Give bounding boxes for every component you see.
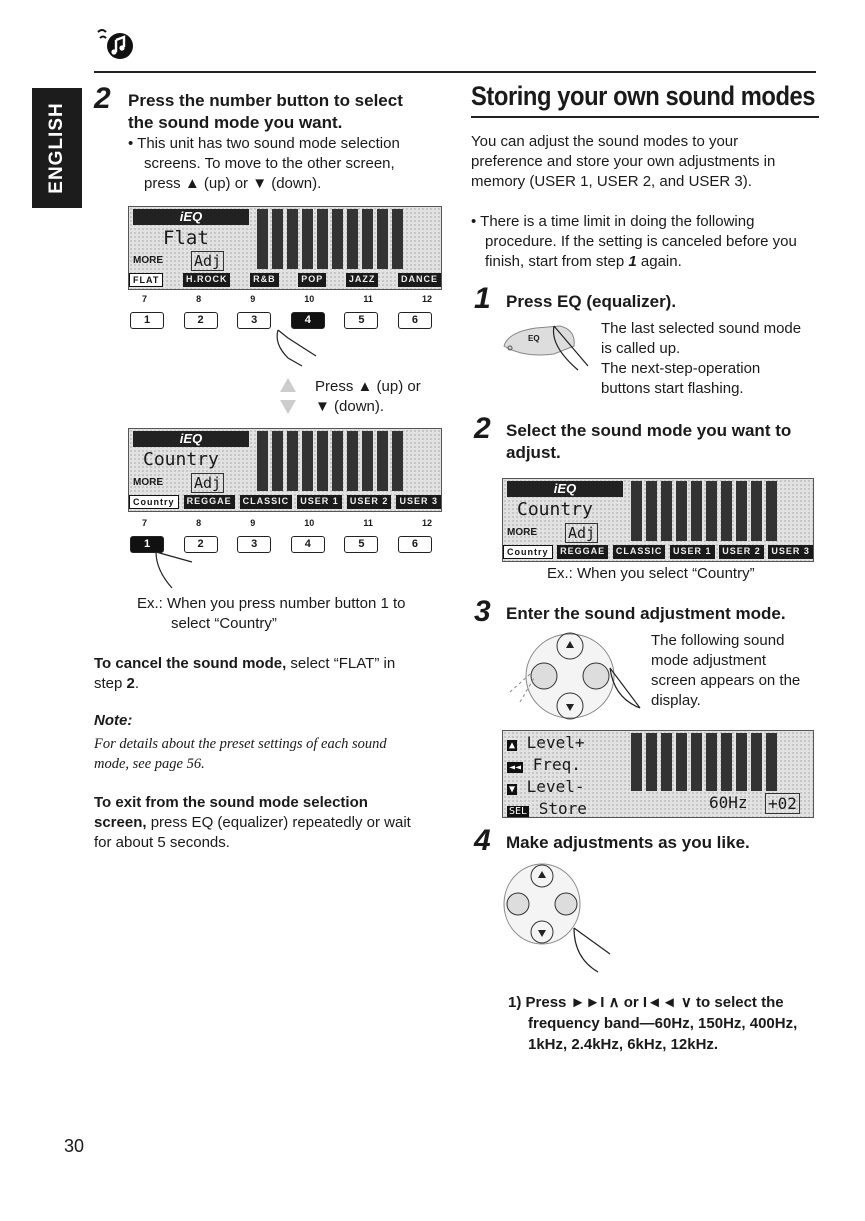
adj-label: Adj <box>565 523 598 543</box>
number-label: 9 <box>250 518 256 528</box>
exit-bold: screen, <box>94 814 147 831</box>
step1-line: buttons start flashing. <box>601 380 744 397</box>
freq-readout: 60Hz <box>709 793 748 812</box>
intro-line: You can adjust the sound modes to your <box>471 133 739 150</box>
mode-label: POP <box>298 273 326 287</box>
press-hint-line: Press ▲ (up) or <box>315 378 421 395</box>
more-label: MORE <box>133 255 163 266</box>
exit-paragraph <box>94 793 411 853</box>
bullet-text: • This unit has two sound mode selection screens. To move to the other screen, press ▲ (up) or ▼ (down). <box>128 135 400 192</box>
mode-label: REGGAE <box>557 545 608 559</box>
page-number: 30 <box>64 1136 85 1156</box>
mode-label: H.ROCK <box>183 273 231 287</box>
step1-line: The last selected sound mode <box>601 320 802 337</box>
mode-label: CLASSIC <box>613 545 666 559</box>
eq-button-label[interactable]: EQ <box>528 334 540 343</box>
level-readout: +02 <box>765 793 800 814</box>
language-tab <box>32 88 82 208</box>
lcd-adjustment-screen <box>502 730 814 818</box>
number-label: 10 <box>304 294 315 304</box>
mode-label: USER 1 <box>297 495 342 509</box>
number-button[interactable]: 6 <box>398 312 432 329</box>
step-title: Make adjustments as you like. <box>506 833 750 852</box>
bullet-line: procedure. If the setting is canceled before you <box>485 233 797 250</box>
bullet-line: finish, start from step <box>485 253 629 270</box>
eq-tag: iEQ <box>133 431 249 447</box>
number-label: 7 <box>142 518 148 528</box>
cancel-paragraph <box>94 654 395 694</box>
bullet-line: screens. To move to the other screen, <box>144 155 395 172</box>
step3-description <box>651 631 800 711</box>
intro-line: memory (USER 1, USER 2, and USER 3). <box>471 173 752 190</box>
menu-store: Store <box>538 799 587 818</box>
note-line: For details about the preset settings of each sound <box>94 736 387 752</box>
header-rule <box>94 71 816 73</box>
number-label: 8 <box>196 518 202 528</box>
number-button[interactable]: 5 <box>344 312 378 329</box>
press-hint <box>315 377 421 417</box>
adj-label: Adj <box>191 473 224 493</box>
number-label: 8 <box>196 294 202 304</box>
cancel-text: select “FLAT” in <box>286 655 396 672</box>
step-number: 2 <box>94 82 111 115</box>
step-title-line: Select the sound mode you want to <box>506 421 792 440</box>
more-label: MORE <box>507 527 537 538</box>
number-button[interactable]: 1 <box>130 312 164 329</box>
press-hint-line: ▼ (down). <box>315 398 385 415</box>
adj-label: Adj <box>191 251 224 271</box>
hand-pointer-icon <box>150 546 200 596</box>
mode-label: USER 3 <box>396 495 441 509</box>
note-heading: Note: <box>94 712 133 729</box>
mode-labels-row <box>503 545 813 559</box>
number-label: 12 <box>421 518 432 528</box>
number-button[interactable]: 4 <box>291 536 325 553</box>
number-button[interactable]: 5 <box>344 536 378 553</box>
step-ref: 1 <box>628 253 637 270</box>
control-pad-icon <box>500 630 650 720</box>
mode-label: USER 2 <box>347 495 392 509</box>
number-button[interactable]: 4 <box>291 312 325 329</box>
section-title-rule <box>471 116 819 118</box>
adjust-menu: ▲ Level+ ◄◄ Freq. ▼ Level- SEL Store <box>509 733 587 818</box>
mode-name: Country <box>143 449 219 470</box>
more-label: MORE <box>133 477 163 488</box>
example-caption: Ex.: When you select “Country” <box>547 565 755 582</box>
example-caption <box>137 594 405 634</box>
step-title <box>128 90 403 134</box>
bullet-line: This unit has two sound mode selection <box>137 135 400 152</box>
cancel-step-ref: 2 <box>126 675 135 692</box>
lcd-display-country <box>502 478 814 562</box>
number-label: 7 <box>142 294 148 304</box>
step-title: Enter the sound adjustment mode. <box>506 604 786 623</box>
mode-label: R&B <box>250 273 279 287</box>
exit-bold: To exit from the sound mode selection <box>94 794 368 811</box>
step-number: 2 <box>474 412 491 445</box>
mode-name: Country <box>517 499 593 520</box>
hand-pointer-icon <box>272 328 322 368</box>
eq-tag: iEQ <box>507 481 623 497</box>
mode-labels-row <box>129 495 441 509</box>
eq-bars <box>631 481 777 541</box>
mode-label: USER 1 <box>670 545 715 559</box>
number-labels <box>142 518 432 528</box>
step1-line: is called up. <box>601 340 681 357</box>
time-limit-bullet: • There is a time limit in doing the following procedure. If the setting is canceled before you finish, start from step 1 again. <box>471 213 797 270</box>
mode-label: USER 2 <box>719 545 764 559</box>
eq-bars <box>257 209 403 269</box>
lcd-display-flat <box>128 206 442 290</box>
number-label: 12 <box>421 294 432 304</box>
music-note-icon <box>94 22 138 62</box>
section-title: Storing your own sound modes <box>471 81 816 111</box>
example-line: Ex.: When you press number button 1 to <box>137 595 406 612</box>
step3-line: mode adjustment <box>651 652 767 669</box>
mode-label: DANCE <box>398 273 441 287</box>
number-button[interactable]: 6 <box>398 536 432 553</box>
mode-label: REGGAE <box>184 495 235 509</box>
number-labels <box>142 294 432 304</box>
step-title-line: adjust. <box>506 443 561 462</box>
number-label: 11 <box>363 294 373 304</box>
control-pad-icon <box>500 860 620 976</box>
mode-label: Country <box>129 495 179 509</box>
step-number: 4 <box>474 824 491 857</box>
eq-button-icon <box>500 322 592 374</box>
intro-line: preference and store your own adjustments in <box>471 153 776 170</box>
mode-name: Flat <box>163 227 209 249</box>
substep-1 <box>508 992 797 1055</box>
mode-label: JAZZ <box>346 273 379 287</box>
mode-label: CLASSIC <box>240 495 293 509</box>
eq-tag: iEQ <box>133 209 249 225</box>
cancel-text: . <box>134 675 140 692</box>
bullet-line: again. <box>636 253 682 270</box>
exit-text: for about 5 seconds. <box>94 834 230 851</box>
substep-line: frequency band—60Hz, 150Hz, 400Hz, <box>528 1015 798 1032</box>
step-title <box>506 420 791 464</box>
number-button[interactable]: 1 <box>130 536 164 553</box>
step-title: Press EQ (equalizer). <box>506 292 677 311</box>
bullet-line: press ▲ (up) or ▼ (down). <box>144 175 322 192</box>
exit-text: press EQ (equalizer) repeatedly or wait <box>146 814 411 831</box>
cancel-bold: To cancel the sound mode, <box>94 655 287 672</box>
number-label: 9 <box>250 294 256 304</box>
example-line: select “Country” <box>171 615 277 632</box>
menu-level-minus: Level- <box>526 777 585 796</box>
mode-labels-row <box>129 273 441 287</box>
step3-line: The following sound <box>651 632 785 649</box>
intro-paragraph <box>471 132 775 192</box>
number-label: 10 <box>304 518 315 528</box>
language-tab-label: ENGLISH <box>46 102 67 194</box>
number-button[interactable]: 2 <box>184 312 218 329</box>
step1-line: The next-step-operation <box>601 360 761 377</box>
lcd-display-country <box>128 428 442 512</box>
mode-label: Country <box>503 545 553 559</box>
number-buttons <box>130 312 432 329</box>
step-number: 1 <box>474 282 491 315</box>
step-title-line: Press the number button to select <box>128 91 403 110</box>
step3-line: screen appears on the <box>651 672 801 689</box>
number-label: 11 <box>363 518 373 528</box>
number-button[interactable]: 2 <box>184 536 218 553</box>
note-line: mode, see page 56. <box>94 756 205 772</box>
eq-bars <box>631 733 777 791</box>
menu-freq: Freq. <box>532 755 581 774</box>
step-number: 3 <box>474 595 491 628</box>
number-button[interactable]: 3 <box>237 536 271 553</box>
eq-bars <box>257 431 403 491</box>
mode-label: FLAT <box>129 273 163 287</box>
substep-line: 1) Press ►►I ∧ or I◄◄ ∨ to select the <box>508 994 784 1011</box>
note-text <box>94 734 387 774</box>
sel-badge: SEL <box>509 806 528 817</box>
mode-label: USER 3 <box>768 545 813 559</box>
arrows-icon <box>278 376 298 416</box>
step3-line: display. <box>651 692 701 709</box>
substep-line: 1kHz, 2.4kHz, 6kHz, 12kHz. <box>528 1036 719 1053</box>
menu-level-plus: Level+ <box>526 733 585 752</box>
step-title-line: the sound mode you want. <box>128 113 343 132</box>
cancel-text: step <box>94 675 127 692</box>
number-button[interactable]: 3 <box>237 312 271 329</box>
step1-description <box>601 319 801 399</box>
bullet-line: There is a time limit in doing the following <box>480 213 755 230</box>
